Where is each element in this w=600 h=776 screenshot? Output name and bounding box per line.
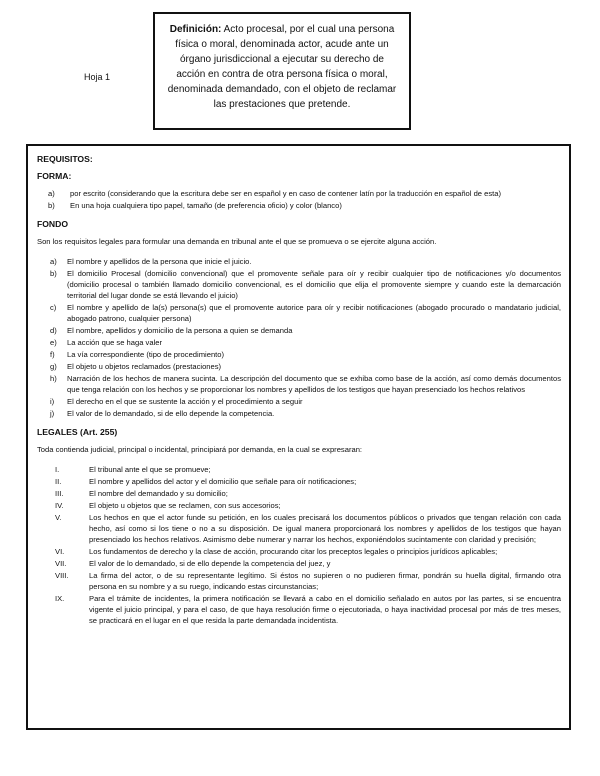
list-marker: VI. bbox=[55, 547, 65, 556]
list-item bbox=[47, 408, 561, 419]
list-text: por escrito (considerando que la escritura debe ser en español y en caso de contener latín por la traducción en español de esta) bbox=[70, 189, 502, 198]
list-text: El domicilio Procesal (domicilio convencional) que el promovente señale para oír y recibir cualquier tipo de notificaciones y/o documentos (domicilio procesal o también llamado domicilio convencional, es el domicilio que elija el promovente siempre y cuando este la demarcación territorial del lugar donde se está llevando el juicio) bbox=[67, 269, 561, 300]
list-text: La vía correspondiente (tipo de procedimiento) bbox=[67, 350, 225, 359]
legales-list bbox=[37, 464, 561, 626]
list-text: En una hoja cualquiera tipo papel, tamaño (de preferencia oficio) y color (blanco) bbox=[70, 201, 342, 210]
list-text: El nombre, apellidos y domicilio de la persona a quien se demanda bbox=[67, 326, 293, 335]
list-text: El valor de lo demandado, si de ello depende la competencia. bbox=[67, 409, 275, 418]
list-item bbox=[37, 558, 561, 569]
list-text: El tribunal ante el que se promueve; bbox=[89, 465, 211, 474]
list-marker: IV. bbox=[55, 501, 64, 510]
list-item bbox=[37, 188, 561, 199]
legales-heading: LEGALES (Art. 255) bbox=[37, 427, 118, 437]
list-text: El derecho en el que se sustente la acción y el procedimiento a seguir bbox=[67, 397, 303, 406]
list-item bbox=[37, 200, 561, 211]
list-marker: II. bbox=[55, 477, 62, 486]
list-text: Los fundamentos de derecho y la clase de acción, procurando citar los preceptos legales o principios jurídicos aplicables; bbox=[89, 547, 498, 556]
list-marker: a) bbox=[50, 257, 57, 266]
list-marker: h) bbox=[50, 374, 57, 383]
list-marker: III. bbox=[55, 489, 64, 498]
list-text: El nombre y apellidos del actor y el domicilio que señale para oír notificaciones; bbox=[89, 477, 357, 486]
list-marker: g) bbox=[50, 362, 57, 371]
forma-list bbox=[37, 188, 561, 211]
list-text: El objeto u objetos que se reclamen, con sus accesorios; bbox=[89, 501, 281, 510]
list-item bbox=[47, 302, 561, 324]
list-item bbox=[47, 268, 561, 301]
fondo-heading: FONDO bbox=[37, 219, 69, 229]
list-item bbox=[47, 373, 561, 395]
list-item bbox=[37, 593, 561, 626]
list-item bbox=[47, 396, 561, 407]
list-text: El objeto u objetos reclamados (prestaciones) bbox=[67, 362, 222, 371]
list-text: Narración de los hechos de manera sucinta. La descripción del documento que se exhiba como base de la acción, así como demás documentos que tenga relación con los hechos y se proporcionar los nombres y apellidos de los testigos que hayan presenciado los hechos relativos bbox=[67, 374, 561, 394]
list-item bbox=[47, 337, 561, 348]
list-marker: i) bbox=[50, 397, 55, 406]
list-marker: b) bbox=[50, 269, 57, 278]
list-marker: VII. bbox=[55, 559, 67, 568]
list-marker: I. bbox=[55, 465, 60, 474]
list-item bbox=[47, 256, 561, 267]
list-marker: a) bbox=[48, 189, 55, 198]
list-text: El valor de lo demandado, si de ello depende la competencia del juez, y bbox=[89, 559, 331, 568]
list-item bbox=[37, 476, 561, 487]
list-marker: c) bbox=[50, 303, 57, 312]
list-text: El nombre y apellidos de la persona que inicie el juicio. bbox=[67, 257, 252, 266]
fondo-intro: Son los requisitos legales para formular una demanda en tribunal ante el que se promueva o se ejercite alguna acción. bbox=[37, 237, 437, 246]
list-item bbox=[47, 361, 561, 372]
list-item bbox=[37, 500, 561, 511]
list-marker: d) bbox=[50, 326, 57, 335]
requisitos-heading: REQUISITOS: bbox=[37, 154, 93, 164]
definition-term: Definición: bbox=[169, 24, 222, 35]
list-marker: VIII. bbox=[55, 571, 69, 580]
list-marker: f) bbox=[50, 350, 55, 359]
forma-heading: FORMA: bbox=[37, 171, 72, 181]
requirements-box bbox=[26, 144, 571, 730]
list-text: Los hechos en que el actor funde su petición, en los cuales precisará los documentos públicos o privados que tengan relación con cada hecho, así como si los tiene o no a su disposición. De igual manera proporcionará los nombres y apellidos de los testigos que hayan presenciado los hechos relativos. Asimismo debe numerar y narrar los hechos, exponiéndolos sucintamente con claridad y precisión; bbox=[89, 513, 561, 544]
legales-intro: Toda contienda judicial, principal o incidental, principiará por demanda, en la cual se expresaran: bbox=[37, 445, 363, 454]
definition-box bbox=[153, 12, 411, 130]
list-item bbox=[47, 325, 561, 336]
list-marker: IX. bbox=[55, 594, 65, 603]
list-text: Para el trámite de incidentes, la primera notificación se llevará a cabo en el domicilio señalado en autos por las partes, si se encuentra vigente el juicio principal, y para el caso, de que haya resolución firme o ejecutoriada, o haya inactividad procesal por más de tres meses, se practicará en el lugar en el que resida la parte demandada incidentista. bbox=[89, 594, 561, 625]
list-item bbox=[37, 546, 561, 557]
list-marker: V. bbox=[55, 513, 62, 522]
list-item bbox=[37, 488, 561, 499]
list-item bbox=[37, 512, 561, 545]
list-item bbox=[37, 570, 561, 592]
list-text: El nombre del demandado y su domicilio; bbox=[89, 489, 228, 498]
list-text: El nombre y apellido de la(s) persona(s) que el promovente autorice para oír y recibir notificaciones (abogado procurado o mandatario judicial, abogado patrono, cualquier persona) bbox=[67, 303, 561, 323]
sheet-label: Hoja 1 bbox=[84, 72, 111, 82]
list-item bbox=[47, 349, 561, 360]
list-text: La firma del actor, o de su representante legítimo. Si éstos no supieren o no pudieren firmar, pondrán su huella digital, firmando otra persona en su nombre y a su ruego, indicando estas circunstancias; bbox=[89, 571, 561, 591]
list-item bbox=[37, 464, 561, 475]
definition-text: Acto procesal, por el cual una persona física o moral, denominada actor, acude ante un órgano jurisdiccional a ejecutar su derecho de acción en contra de otra persona física o moral, denominada demandado, con el objeto de reclamar las prestaciones que pretende. bbox=[167, 24, 397, 110]
list-marker: e) bbox=[50, 338, 57, 347]
fondo-list bbox=[37, 256, 561, 419]
list-text: La acción que se haga valer bbox=[67, 338, 162, 347]
list-marker: j) bbox=[50, 409, 55, 418]
list-marker: b) bbox=[48, 201, 55, 210]
